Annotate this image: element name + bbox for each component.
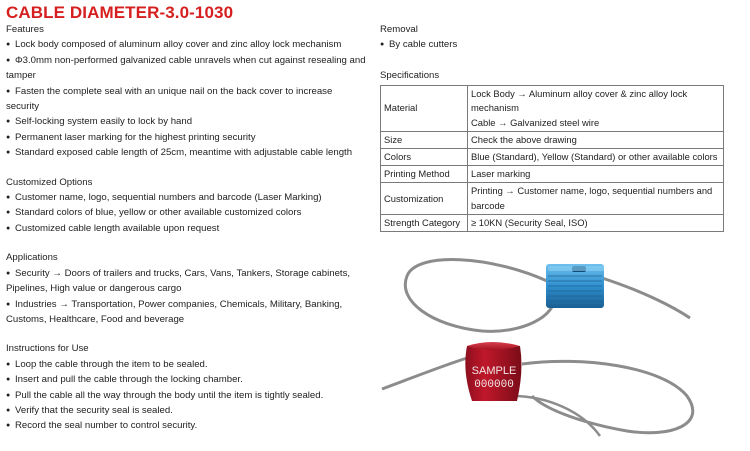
bullet-icon: ●	[6, 118, 11, 126]
cable-seal-illustration	[372, 246, 742, 446]
applications-list	[6, 266, 368, 328]
spec-key: Strength Category	[381, 214, 468, 231]
spec-value-line: ≥ 10KN (Security Seal, ISO)	[471, 216, 588, 228]
blue-seal-body	[546, 264, 604, 308]
list-item	[6, 145, 368, 160]
list-item-text: Standard colors of blue, yellow or other available customized colors	[15, 207, 302, 219]
customized-heading: Customized Options	[6, 176, 93, 188]
removal-list	[380, 37, 745, 52]
bullet-icon: ●	[6, 300, 11, 308]
bullet-icon: ●	[6, 194, 11, 202]
list-item-text: Verify that the security seal is sealed.	[15, 404, 173, 416]
spec-value	[468, 149, 724, 166]
spec-row	[381, 149, 724, 166]
spec-value-line: Cable → Galvanized steel wire	[471, 116, 600, 128]
applications-heading: Applications	[6, 252, 58, 264]
spec-value	[468, 131, 724, 148]
red-seal-body	[465, 342, 521, 401]
list-item	[6, 190, 368, 205]
list-item-text: Pull the cable all the way through the body until the item is tightly sealed.	[15, 389, 324, 401]
features-list	[6, 37, 368, 160]
list-item	[6, 53, 368, 84]
spec-key: Customization	[381, 183, 468, 214]
features-section	[6, 22, 368, 161]
list-item	[6, 403, 368, 418]
spec-key: Printing Method	[381, 166, 468, 183]
list-item	[6, 114, 368, 129]
list-item	[6, 266, 368, 297]
spec-row	[381, 166, 724, 183]
list-item-text: Security → Doors of trailers and trucks, Cars, Vans, Tankers, Storage cabinets, Pipelines, High value or dangerous cargo	[6, 267, 351, 295]
list-item-text: Φ3.0mm non-performed galvanized cable unravels when cut against resealing and tamper	[6, 54, 366, 82]
list-item-text: Customized cable length available upon request	[15, 222, 220, 234]
removal-section	[380, 22, 745, 53]
sample-number: 000000	[474, 379, 514, 391]
list-item-text: Insert and pull the cable through the locking chamber.	[15, 374, 243, 386]
spec-row	[381, 86, 724, 132]
features-heading: Features	[6, 24, 44, 35]
list-item	[6, 388, 368, 403]
bullet-icon: ●	[6, 376, 11, 384]
bullet-icon: ●	[6, 224, 11, 232]
bullet-icon: ●	[6, 209, 11, 217]
specifications-table	[380, 85, 724, 232]
list-item-text: Standard exposed cable length of 25cm, meantime with adjustable cable length	[15, 147, 353, 159]
list-item-text: Record the seal number to control security.	[15, 420, 198, 432]
spec-key: Size	[381, 131, 468, 148]
bullet-icon: ●	[6, 391, 11, 399]
upper-cable	[405, 260, 554, 332]
instructions-heading: Instructions for Use	[6, 343, 89, 355]
instructions-section	[6, 341, 368, 433]
right-column	[380, 22, 745, 232]
list-item	[6, 372, 368, 387]
list-item	[6, 130, 368, 145]
instructions-list	[6, 357, 368, 434]
customized-section	[6, 175, 368, 237]
spec-value-line: Laser marking	[471, 168, 531, 180]
bullet-icon: ●	[6, 56, 11, 64]
list-item-text: Customer name, logo, sequential numbers and barcode (Laser Marking)	[15, 192, 322, 204]
list-item-text: Fasten the complete seal with an unique nail on the back cover to increase security	[6, 85, 333, 113]
sample-label: SAMPLE	[471, 365, 517, 377]
list-item-text: Permanent laser marking for the highest printing security	[15, 131, 256, 143]
spec-value-line: Blue (Standard), Yellow (Standard) or other available colors	[471, 151, 718, 163]
list-item-text: Lock body composed of aluminum alloy cover and zinc alloy lock mechanism	[15, 39, 342, 51]
bullet-icon: ●	[6, 360, 11, 368]
spec-row	[381, 214, 724, 231]
spec-row	[381, 131, 724, 148]
removal-heading: Removal	[380, 24, 418, 35]
spec-value-line: Printing → Customer name, logo, sequential numbers and barcode	[471, 185, 713, 211]
bullet-icon: ●	[6, 41, 11, 49]
list-item	[6, 205, 368, 220]
page-title: CABLE DIAMETER-3.0-1030	[6, 3, 234, 22]
product-image	[372, 246, 742, 446]
spec-value	[468, 214, 724, 231]
spec-value	[468, 166, 724, 183]
list-item-text: By cable cutters	[389, 39, 458, 51]
list-item	[6, 84, 368, 115]
list-item	[6, 221, 368, 236]
list-item	[6, 297, 368, 328]
specifications-section	[380, 68, 745, 232]
spec-value-line: Check the above drawing	[471, 133, 577, 145]
list-item-text: Self-locking system easily to lock by hand	[15, 116, 193, 128]
left-column	[6, 22, 368, 434]
spec-value	[468, 86, 724, 132]
spec-row	[381, 183, 724, 214]
spec-key: Material	[381, 86, 468, 132]
bullet-icon: ●	[6, 406, 11, 414]
list-item	[380, 37, 745, 52]
list-item-text: Loop the cable through the item to be sealed.	[15, 358, 208, 370]
lower-cable	[382, 358, 467, 389]
list-item	[6, 357, 368, 372]
list-item-text: Industries → Transportation, Power companies, Chemicals, Military, Banking, Customs, Healthcare, Food and beverage	[6, 298, 343, 325]
list-item	[6, 418, 368, 433]
bullet-icon: ●	[380, 41, 385, 49]
customized-list	[6, 190, 368, 236]
list-item	[6, 37, 368, 52]
bullet-icon: ●	[6, 133, 11, 141]
specifications-heading: Specifications	[380, 69, 440, 81]
spec-value	[468, 183, 724, 214]
spec-value-line: Lock Body → Aluminum alloy cover & zinc alloy lock mechanism	[471, 88, 688, 114]
bullet-icon: ●	[6, 87, 11, 95]
bullet-icon: ●	[6, 149, 11, 157]
bullet-icon: ●	[6, 422, 11, 430]
applications-section	[6, 250, 368, 327]
bullet-icon: ●	[6, 269, 11, 277]
spec-key: Colors	[381, 149, 468, 166]
